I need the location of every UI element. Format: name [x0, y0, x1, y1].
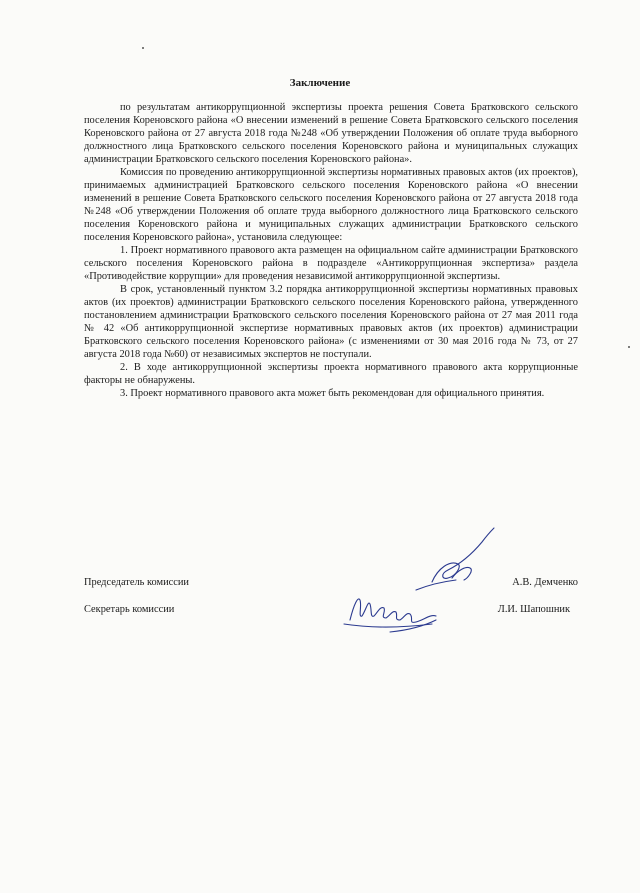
scan-speck	[142, 47, 144, 49]
chairman-name: А.В. Демченко	[512, 577, 578, 588]
paragraph-commission: Комиссия по проведению антикоррупционной экспертизы нормативных правовых актов (их проектов), принимаемых администрацией Братковского сельского поселения Кореновского района «О внесении изменений в решение Совета Братковского сельского поселения Кореновского района от 27 августа 2018 года №248 «Об утверждении Положения об оплате труда выборного должностного лица Братковского сельского поселения Кореновского района и муниципальных служащих администрации Братковского сельского поселения Кореновского района», установила следующее:	[84, 167, 578, 243]
document-body	[84, 101, 578, 400]
chairman-role: Председатель комиссии	[84, 577, 189, 588]
handwritten-signatures	[340, 520, 500, 640]
paragraph-intro: по результатам антикоррупционной экспертизы проекта решения Совета Братковского сельского поселения Кореновского района «О внесении изменений в решение Совета Братковского сельского поселения Кореновского района от 27 августа 2018 года №248 «Об утверждении Положения об оплате труда выборного должностного лица Братковского сельского поселения Кореновского района и муниципальных служащих администрации Братковского сельского поселения Кореновского района».	[84, 102, 578, 165]
paragraph-point-2: 2. В ходе антикоррупционной экспертизы проекта нормативного правового акта коррупционные факторы не обнаружены.	[84, 362, 578, 386]
scan-speck	[628, 346, 630, 348]
paragraph-point-3: 3. Проект нормативного правового акта может быть рекомендован для официального принятия.	[120, 388, 545, 399]
paragraph-deadline: В срок, установленный пунктом 3.2 порядка антикоррупционной экспертизы нормативных правовых актов (их проектов) администрации Братковского сельского поселения Кореновского района, утвержденного постановлением администрации Братковского сельского поселения Кореновского района от 27 мая 2011 года № 42 «Об антикоррупционной экспертизе нормативных правовых актов (их проектов) администрации Братковского сельского поселения Кореновского района» (с изменениями от 30 мая 2016 года № 73, от 27 августа 2018 года №60) от независимых экспертов не поступали.	[84, 284, 578, 360]
paragraph-point-1: 1. Проект нормативного правового акта размещен на официальном сайте администрации Братковского сельского поселения Кореновского района в подразделе «Антикоррупционная экспертиза» раздела «Противодействие коррупции» для проведения независимой антикоррупционной экспертизы.	[84, 245, 578, 282]
secretary-name: Л.И. Шапошник	[497, 604, 570, 615]
secretary-role: Секретарь комиссии	[84, 604, 175, 615]
document-title: Заключение	[289, 77, 351, 89]
